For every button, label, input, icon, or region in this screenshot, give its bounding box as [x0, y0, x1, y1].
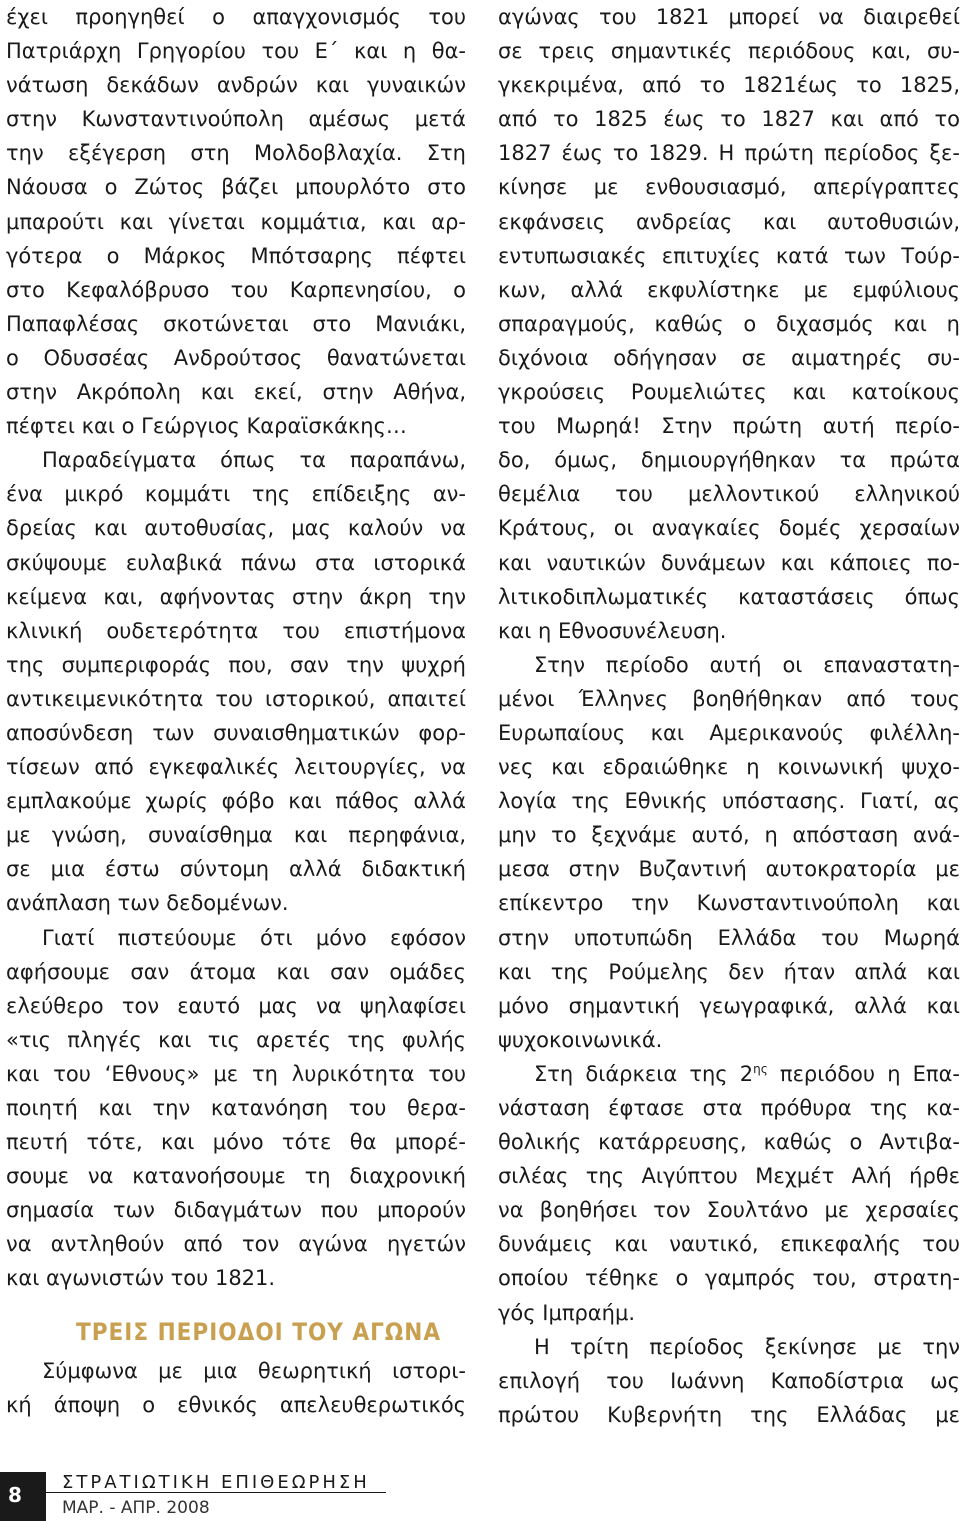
- text-line: και η Εθνοσυνέλευση.: [498, 618, 727, 643]
- text-line: Παπαφλέσας σκοτώνεται στο Μανιάκι,: [6, 311, 466, 336]
- text-line: εντυπωσιακές επιτυχίες κατά των Τούρ-: [498, 243, 960, 268]
- text-line: δρείας και αυτοθυσίας, μας καλούν να: [6, 516, 466, 541]
- text-line: νάσταση έφτασε στα πρόθυρα της κα-: [498, 1096, 960, 1120]
- paragraph: [498, 648, 960, 1057]
- text-line: Κράτους, οι αναγκαίες δομές χερσαίων: [498, 516, 960, 541]
- text-line: Γιατί πιστεύουμε ότι μόνο εφόσον: [42, 925, 466, 950]
- text-line: 1827 έως το 1829. Η πρώτη περίοδος ξε-: [498, 141, 960, 166]
- text-line: Ευρωπαίους και Αμερικανούς φιλέλλη-: [498, 720, 960, 745]
- text-line: στην Κωνσταντινούπολη αμέσως μετά: [6, 107, 466, 132]
- text-line: πέφτει και ο Γεώργιος Καραϊσκάκης…: [6, 414, 407, 439]
- text-line: στο Κεφαλόβρυσο του Καρπενησίου, ο: [6, 277, 466, 302]
- text-line: επιλογή του Ιωάννη Καποδίστρια ως: [498, 1368, 960, 1393]
- text-line: θεμέλια του μελλοντικού ελληνικού: [498, 482, 960, 507]
- text-line: σκύψουμε ευλαβικά πάνω στα ιστορικά: [6, 550, 466, 575]
- section-heading: ΤΡΕΙΣ ΠΕΡΙΟΔΟΙ ΤΟΥ ΑΓΩΝΑ: [76, 1317, 442, 1346]
- text-line: κείμενα και, αφήνοντας στην άκρη την: [6, 584, 466, 609]
- issue-date: ΜΑΡ. - ΑΠΡ. 2008: [62, 1498, 210, 1518]
- paragraph: [6, 443, 466, 920]
- text-line: κων, αλλά εκφυλίστηκε με εμφύλιους: [498, 277, 960, 302]
- text-line: μπαρούτι και γίνεται κομμάτια, και αρ-: [6, 209, 466, 234]
- text-span: περιόδου η Επα-: [767, 1061, 960, 1086]
- text-line: αποσύνδεση των συναισθηματικών φορ-: [6, 720, 466, 745]
- text-line: νες και εδραιώθηκε η κοινωνική ψυχο-: [498, 755, 960, 780]
- magazine-title: ΣΤΡΑΤΙΩΤΙΚΗ ΕΠΙΘΕΩΡΗΣΗ: [62, 1472, 370, 1493]
- text-line: λιτικοδιπλωματικές καταστάσεις όπως: [498, 584, 960, 609]
- text-line: σιλέας της Αιγύπτου Μεχμέτ Αλή ήρθε: [498, 1164, 960, 1189]
- text-line: Σύμφωνα με μια θεωρητική ιστορι-: [42, 1358, 466, 1383]
- paragraph: [6, 921, 466, 1296]
- paragraph: [498, 1057, 960, 1330]
- text-line: μην το ξεχνάμε αυτό, η απόσταση ανά-: [498, 823, 960, 848]
- text-line: την εξέγερση στη Μολδοβλαχία. Στη: [6, 141, 466, 166]
- text-line: ψυχοκοινωνικά.: [498, 1027, 663, 1052]
- text-line: να αντληθούν από τον αγώνα ηγετών: [6, 1232, 466, 1257]
- page-number: 8: [0, 1472, 46, 1521]
- text-line: έχει προηγηθεί ο απαγχονισμός του: [6, 5, 466, 29]
- text-line: δο, όμως, δημιουργήθηκαν τα πρώτα: [498, 448, 960, 473]
- text-line: σημασία των διδαγμάτων που μπορούν: [6, 1198, 466, 1223]
- text-line: νάτωση δεκάδων ανδρών και γυναικών: [6, 73, 466, 98]
- text-line: δυνάμεις και ναυτικό, επικεφαλής του: [498, 1232, 960, 1257]
- text-line: και της Ρούμελης δεν ήταν απλά και: [498, 959, 960, 984]
- text-line: σουμε να κατανοήσουμε τη διαχρονική: [6, 1164, 466, 1189]
- text-line: και ναυτικών δυνάμεων και κάποιες πο-: [498, 550, 960, 575]
- text-line: στην υποτυπώδη Ελλάδα του Μωρηά: [498, 925, 960, 950]
- paragraph: [498, 1330, 960, 1432]
- paragraph: [6, 1354, 466, 1422]
- text-line: κίνησε με ενθουσιασμό, απερίγραπτες: [498, 175, 960, 200]
- text-line: πευτή τότε, και μόνο τότε θα μπορέ-: [6, 1130, 466, 1155]
- text-line: αγώνας του 1821 μπορεί να διαιρεθεί: [498, 5, 960, 29]
- text-line: ο Οδυσσέας Ανδρούτσος θανατώνεται: [6, 345, 466, 370]
- ordinal-superscript: ης: [753, 1061, 768, 1076]
- text-line: στην Ακρόπολη και εκεί, στην Αθήνα,: [6, 380, 466, 405]
- text-line: της συμπεριφοράς που, σαν την ψυχρή: [6, 652, 466, 677]
- text-line: εμπλακούμε χωρίς φόβο και πάθος αλλά: [6, 789, 466, 814]
- text-line: τίσεων από εγκεφαλικές λειτουργίες, να: [6, 755, 466, 780]
- text-line: Στην περίοδο αυτή οι επαναστατη-: [534, 652, 960, 677]
- right-column: [498, 0, 960, 1432]
- text-line: σε τρεις σημαντικές περιόδους και, συ-: [498, 39, 960, 64]
- left-column: [6, 0, 466, 1422]
- text-line: θολικής κατάρρευσης, καθώς ο Αντιβα-: [498, 1130, 960, 1155]
- text-line: Παραδείγματα όπως τα παραπάνω,: [42, 448, 466, 473]
- text-line: με γνώση, συναίσθημα και περηφάνια,: [6, 823, 466, 848]
- text-line: Νάουσα ο Ζώτος βάζει μπουρλότο στο: [6, 175, 466, 200]
- text-line: ποιητή και την κατανόηση του θερα-: [6, 1096, 466, 1120]
- text-line: μένοι Έλληνες βοηθήθηκαν από τους: [498, 686, 960, 711]
- text-line: και του ‘Εθνους» με τη λυρικότητα του: [6, 1061, 466, 1086]
- text-line: Πατριάρχη Γρηγορίου του Ε΄ και η θα-: [6, 39, 466, 64]
- text-line: αντικειμενικότητα του ιστορικού, απαιτεί: [6, 686, 466, 711]
- text-line: διχόνοια οδήγησαν σε αιματηρές συ-: [498, 345, 960, 370]
- text-line: του Μωρηά! Στην πρώτη αυτή περίο-: [498, 414, 960, 439]
- paragraph: [6, 0, 466, 443]
- text-line: από το 1825 έως το 1827 και από το: [498, 107, 960, 132]
- text-line: σε μια έστω σύντομη αλλά διδακτική: [6, 857, 466, 882]
- text-line: επίκεντρο την Κωνσταντινούπολη και: [498, 891, 960, 916]
- text-line: οποίου τέθηκε ο γαμπρός του, στρατη-: [498, 1266, 960, 1291]
- text-line: κλινική ουδετερότητα του επιστήμονα: [6, 618, 466, 643]
- text-line: εκφάνσεις ανδρείας και αυτοθυσιών,: [498, 209, 960, 234]
- text-line: [498, 1057, 960, 1091]
- text-line: «τις πληγές και τις αρετές της φυλής: [6, 1027, 466, 1052]
- text-line: να βοηθήσει τον Σουλτάνο με χερσαίες: [498, 1198, 960, 1223]
- text-line: αφήσουμε σαν άτομα και σαν ομάδες: [6, 959, 466, 984]
- text-line: γός Ιμπραήμ.: [498, 1300, 635, 1325]
- text-line: γκεκριμένα, από το 1821έως το 1825,: [498, 73, 960, 98]
- text-line: γκρούσεις Ρουμελιώτες και κατοίκους: [498, 380, 960, 405]
- paragraph: [498, 0, 960, 648]
- text-line: ελεύθερο τον εαυτό μας να ψηλαφίσει: [6, 993, 466, 1018]
- text-line: ένα μικρό κομμάτι της επίδειξης αν-: [6, 482, 466, 507]
- text-line: ανάπλαση των δεδομένων.: [6, 891, 289, 916]
- page-footer: [0, 1472, 960, 1521]
- text-line: Η τρίτη περίοδος ξεκίνησε με την: [534, 1334, 960, 1359]
- text-line: και αγωνιστών του 1821.: [6, 1266, 276, 1291]
- text-line: σπαραγμούς, καθώς ο διχασμός και η: [498, 311, 960, 336]
- text-line: μεσα στην Βυζαντινή αυτοκρατορία με: [498, 857, 960, 882]
- text-line: μόνο σημαντική γεωγραφικά, αλλά και: [498, 993, 960, 1018]
- text-line: λογία της Εθνικής υπόστασης. Γιατί, ας: [498, 789, 960, 814]
- text-line: πρώτου Κυβερνήτη της Ελλάδας με: [498, 1402, 960, 1427]
- text-span: Στη διάρκεια της 2: [534, 1061, 754, 1086]
- text-line: γότερα ο Μάρκος Μπότσαρης πέφτει: [6, 243, 466, 268]
- text-line: κή άποψη ο εθνικός απελευθερωτικός: [6, 1392, 466, 1417]
